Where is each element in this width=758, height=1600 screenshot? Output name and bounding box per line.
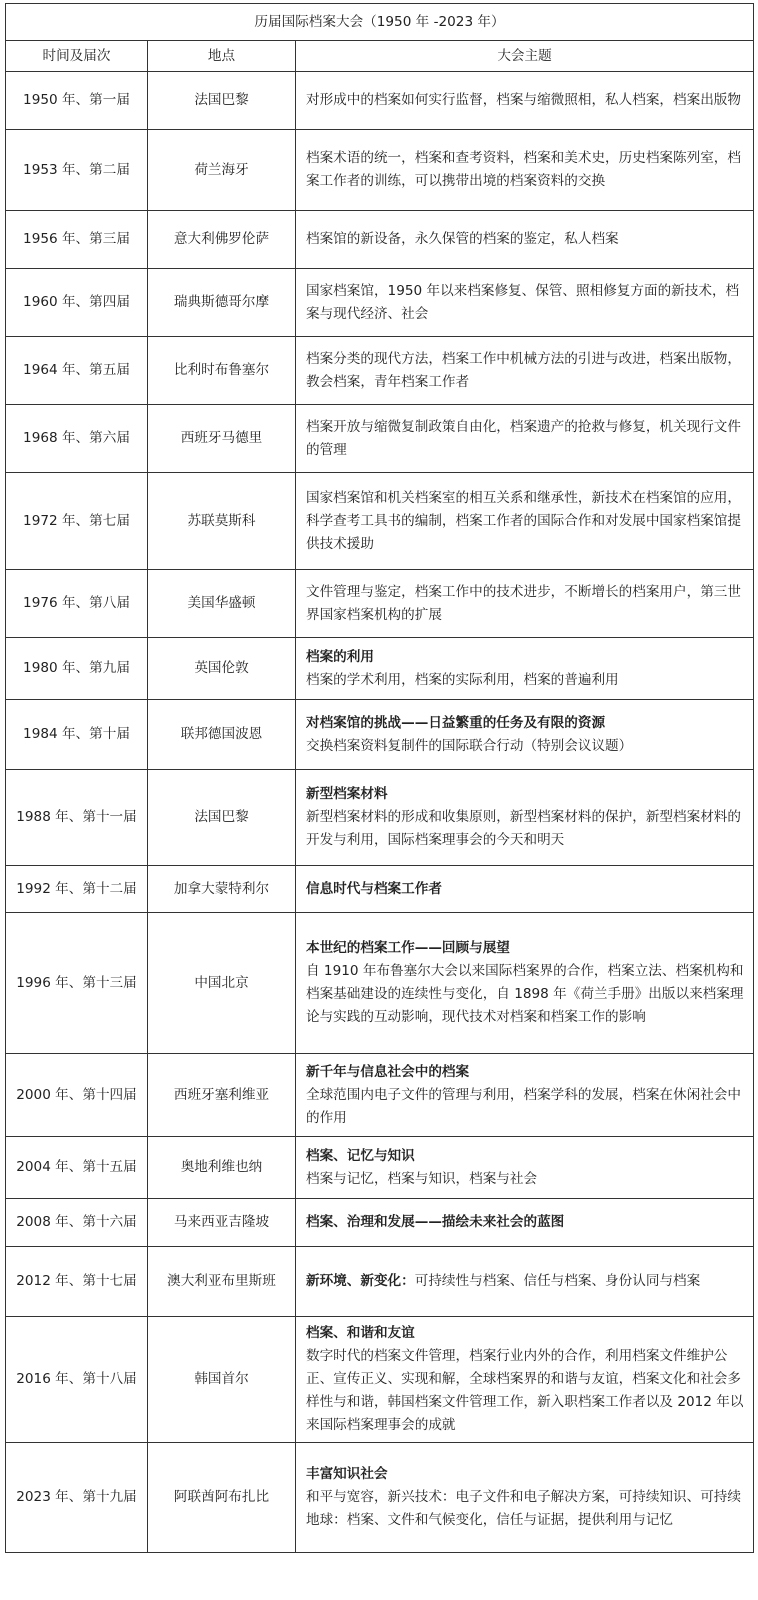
row-time: 1972 年、第七届 [6, 473, 148, 570]
row-theme [296, 1317, 754, 1443]
row-place: 苏联莫斯科 [148, 473, 296, 570]
table-row [6, 337, 754, 405]
theme-title: 新环境、新变化： [306, 1273, 415, 1289]
row-place: 奥地利维也纳 [148, 1137, 296, 1199]
theme-body: 档案的学术利用，档案的实际利用，档案的普遍利用 [306, 671, 619, 688]
row-theme [296, 570, 754, 638]
table-row [6, 1199, 754, 1247]
table-row [6, 866, 754, 913]
row-theme [296, 866, 754, 913]
theme-body: 全球范围内电子文件的管理与利用，档案学科的发展，档案在休闲社会中的作用 [306, 1086, 741, 1126]
row-time: 1988 年、第十一届 [6, 770, 148, 866]
row-theme [296, 269, 754, 337]
row-theme [296, 1443, 754, 1553]
theme-title: 本世纪的档案工作——回顾与展望 [306, 940, 510, 956]
table-row [6, 211, 754, 269]
theme-body: 国家档案馆，1950 年以来档案修复、保管、照相修复方面的新技术，档案与现代经济、社会 [306, 282, 740, 322]
row-place: 意大利佛罗伦萨 [148, 211, 296, 269]
row-time: 2012 年、第十七届 [6, 1247, 148, 1317]
theme-body [306, 1270, 745, 1293]
row-time: 1956 年、第三届 [6, 211, 148, 269]
row-time: 1960 年、第四届 [6, 269, 148, 337]
row-time: 2016 年、第十八届 [6, 1317, 148, 1443]
row-place: 中国北京 [148, 913, 296, 1054]
theme-body: 文件管理与鉴定，档案工作中的技术进步，不断增长的档案用户，第三世界国家档案机构的扩展 [306, 583, 741, 623]
table-row [6, 1137, 754, 1199]
theme-body: 档案术语的统一，档案和查考资料，档案和美术史，历史档案陈列室，档案工作者的训练，可以携带出境的档案资料的交换 [306, 150, 741, 189]
row-theme [296, 700, 754, 770]
theme-body: 档案开放与缩微复制政策自由化，档案遗产的抢救与修复，机关现行文件的管理 [306, 418, 741, 458]
theme-body: 新型档案材料的形成和收集原则，新型档案材料的保护，新型档案材料的开发与利用，国际档案理事会的今天和明天 [306, 809, 741, 848]
row-time: 1968 年、第六届 [6, 405, 148, 473]
header-place: 地点 [148, 41, 296, 72]
table-row [6, 72, 754, 130]
table-row [6, 913, 754, 1054]
row-theme [296, 1247, 754, 1317]
row-place: 韩国首尔 [148, 1317, 296, 1443]
theme-body: 和平与宽容，新兴技术：电子文件和电子解决方案，可持续知识、可持续地球：档案、文件和气候变化，信任与证据，提供利用与记忆 [306, 1489, 741, 1528]
theme-title: 档案的利用 [306, 648, 374, 665]
theme-body: 档案与记忆，档案与知识，档案与社会 [306, 1170, 538, 1187]
table-row [6, 570, 754, 638]
table-row [6, 770, 754, 866]
row-theme [296, 405, 754, 473]
table-row [6, 1317, 754, 1443]
row-place: 联邦德国波恩 [148, 700, 296, 770]
theme-title: 信息时代与档案工作者 [306, 880, 442, 897]
theme-body: 数字时代的档案文件管理，档案行业内外的合作，利用档案文件维护公正、宣传正义、实现和解，全球档案界的和谐与友谊，档案文化和社会多样性与和谐，韩国档案文件管理工作，新入职档案工作者以及 2012 年以来国际档案理事会的成就 [306, 1348, 744, 1433]
row-place: 荷兰海牙 [148, 130, 296, 211]
row-time: 2008 年、第十六届 [6, 1199, 148, 1247]
row-place: 西班牙塞利维亚 [148, 1054, 296, 1137]
header-time: 时间及届次 [6, 41, 148, 72]
row-time: 1996 年、第十三届 [6, 913, 148, 1054]
archive-congress-table-container [5, 3, 753, 1553]
theme-body: 档案分类的现代方法，档案工作中机械方法的引进与改进，档案出版物，教会档案，青年档案工作者 [306, 350, 741, 390]
row-time: 1992 年、第十二届 [6, 866, 148, 913]
table-row [6, 1247, 754, 1317]
theme-body-text: 可持续性与档案、信任与档案、身份认同与档案 [414, 1273, 701, 1289]
row-theme [296, 1199, 754, 1247]
theme-body: 国家档案馆和机关档案室的相互关系和继承性，新技术在档案馆的应用，科学查考工具书的编制，档案工作者的国际合作和对发展中国家档案馆提供技术援助 [306, 489, 741, 552]
row-theme [296, 1054, 754, 1137]
row-place: 比利时布鲁塞尔 [148, 337, 296, 405]
row-place: 法国巴黎 [148, 72, 296, 130]
row-theme [296, 130, 754, 211]
row-theme [296, 770, 754, 866]
row-theme [296, 1137, 754, 1199]
table-row [6, 130, 754, 211]
row-theme [296, 337, 754, 405]
row-time: 1950 年、第一届 [6, 72, 148, 130]
table-row [6, 1443, 754, 1553]
row-place: 马来西亚吉隆坡 [148, 1199, 296, 1247]
row-time: 2023 年、第十九届 [6, 1443, 148, 1553]
theme-body: 交换档案资料复制件的国际联合行动（特别会议议题） [306, 737, 633, 754]
table-row [6, 700, 754, 770]
theme-title: 丰富知识社会 [306, 1466, 388, 1482]
row-place: 阿联酋阿布扎比 [148, 1443, 296, 1553]
row-theme [296, 72, 754, 130]
row-time: 1984 年、第十届 [6, 700, 148, 770]
row-place: 加拿大蒙特利尔 [148, 866, 296, 913]
theme-title: 对档案馆的挑战——日益繁重的任务及有限的资源 [306, 714, 606, 731]
theme-body: 对形成中的档案如何实行监督，档案与缩微照相，私人档案，档案出版物 [306, 92, 741, 108]
theme-title: 档案、和谐和友谊 [306, 1325, 415, 1341]
row-place: 美国华盛顿 [148, 570, 296, 638]
archive-congress-table [5, 3, 754, 1553]
theme-body: 档案馆的新设备，永久保管的档案的鉴定，私人档案 [306, 231, 619, 247]
row-time: 1953 年、第二届 [6, 130, 148, 211]
table-row [6, 473, 754, 570]
theme-title: 新型档案材料 [306, 786, 388, 802]
row-time: 2004 年、第十五届 [6, 1137, 148, 1199]
row-theme [296, 638, 754, 700]
row-place: 澳大利亚布里斯班 [148, 1247, 296, 1317]
theme-title: 新千年与信息社会中的档案 [306, 1063, 470, 1080]
table-row [6, 405, 754, 473]
row-theme [296, 473, 754, 570]
row-time: 1964 年、第五届 [6, 337, 148, 405]
row-place: 法国巴黎 [148, 770, 296, 866]
table-title: 历届国际档案大会（1950 年 -2023 年） [6, 4, 754, 41]
row-place: 西班牙马德里 [148, 405, 296, 473]
row-place: 英国伦敦 [148, 638, 296, 700]
table-row [6, 638, 754, 700]
row-time: 1980 年、第九届 [6, 638, 148, 700]
row-theme [296, 913, 754, 1054]
row-place: 瑞典斯德哥尔摩 [148, 269, 296, 337]
theme-title: 档案、记忆与知识 [306, 1147, 415, 1164]
theme-title: 档案、治理和发展——描绘未来社会的蓝图 [306, 1214, 565, 1230]
header-theme: 大会主题 [296, 41, 754, 72]
row-time: 2000 年、第十四届 [6, 1054, 148, 1137]
table-row [6, 269, 754, 337]
row-theme [296, 211, 754, 269]
table-row [6, 1054, 754, 1137]
row-time: 1976 年、第八届 [6, 570, 148, 638]
theme-body: 自 1910 年布鲁塞尔大会以来国际档案界的合作，档案立法、档案机构和档案基础建设的连续性与变化，自 1898 年《荷兰手册》出版以来档案理论与实践的互动影响，现代技术对档案和档案工作的影响 [306, 963, 744, 1025]
